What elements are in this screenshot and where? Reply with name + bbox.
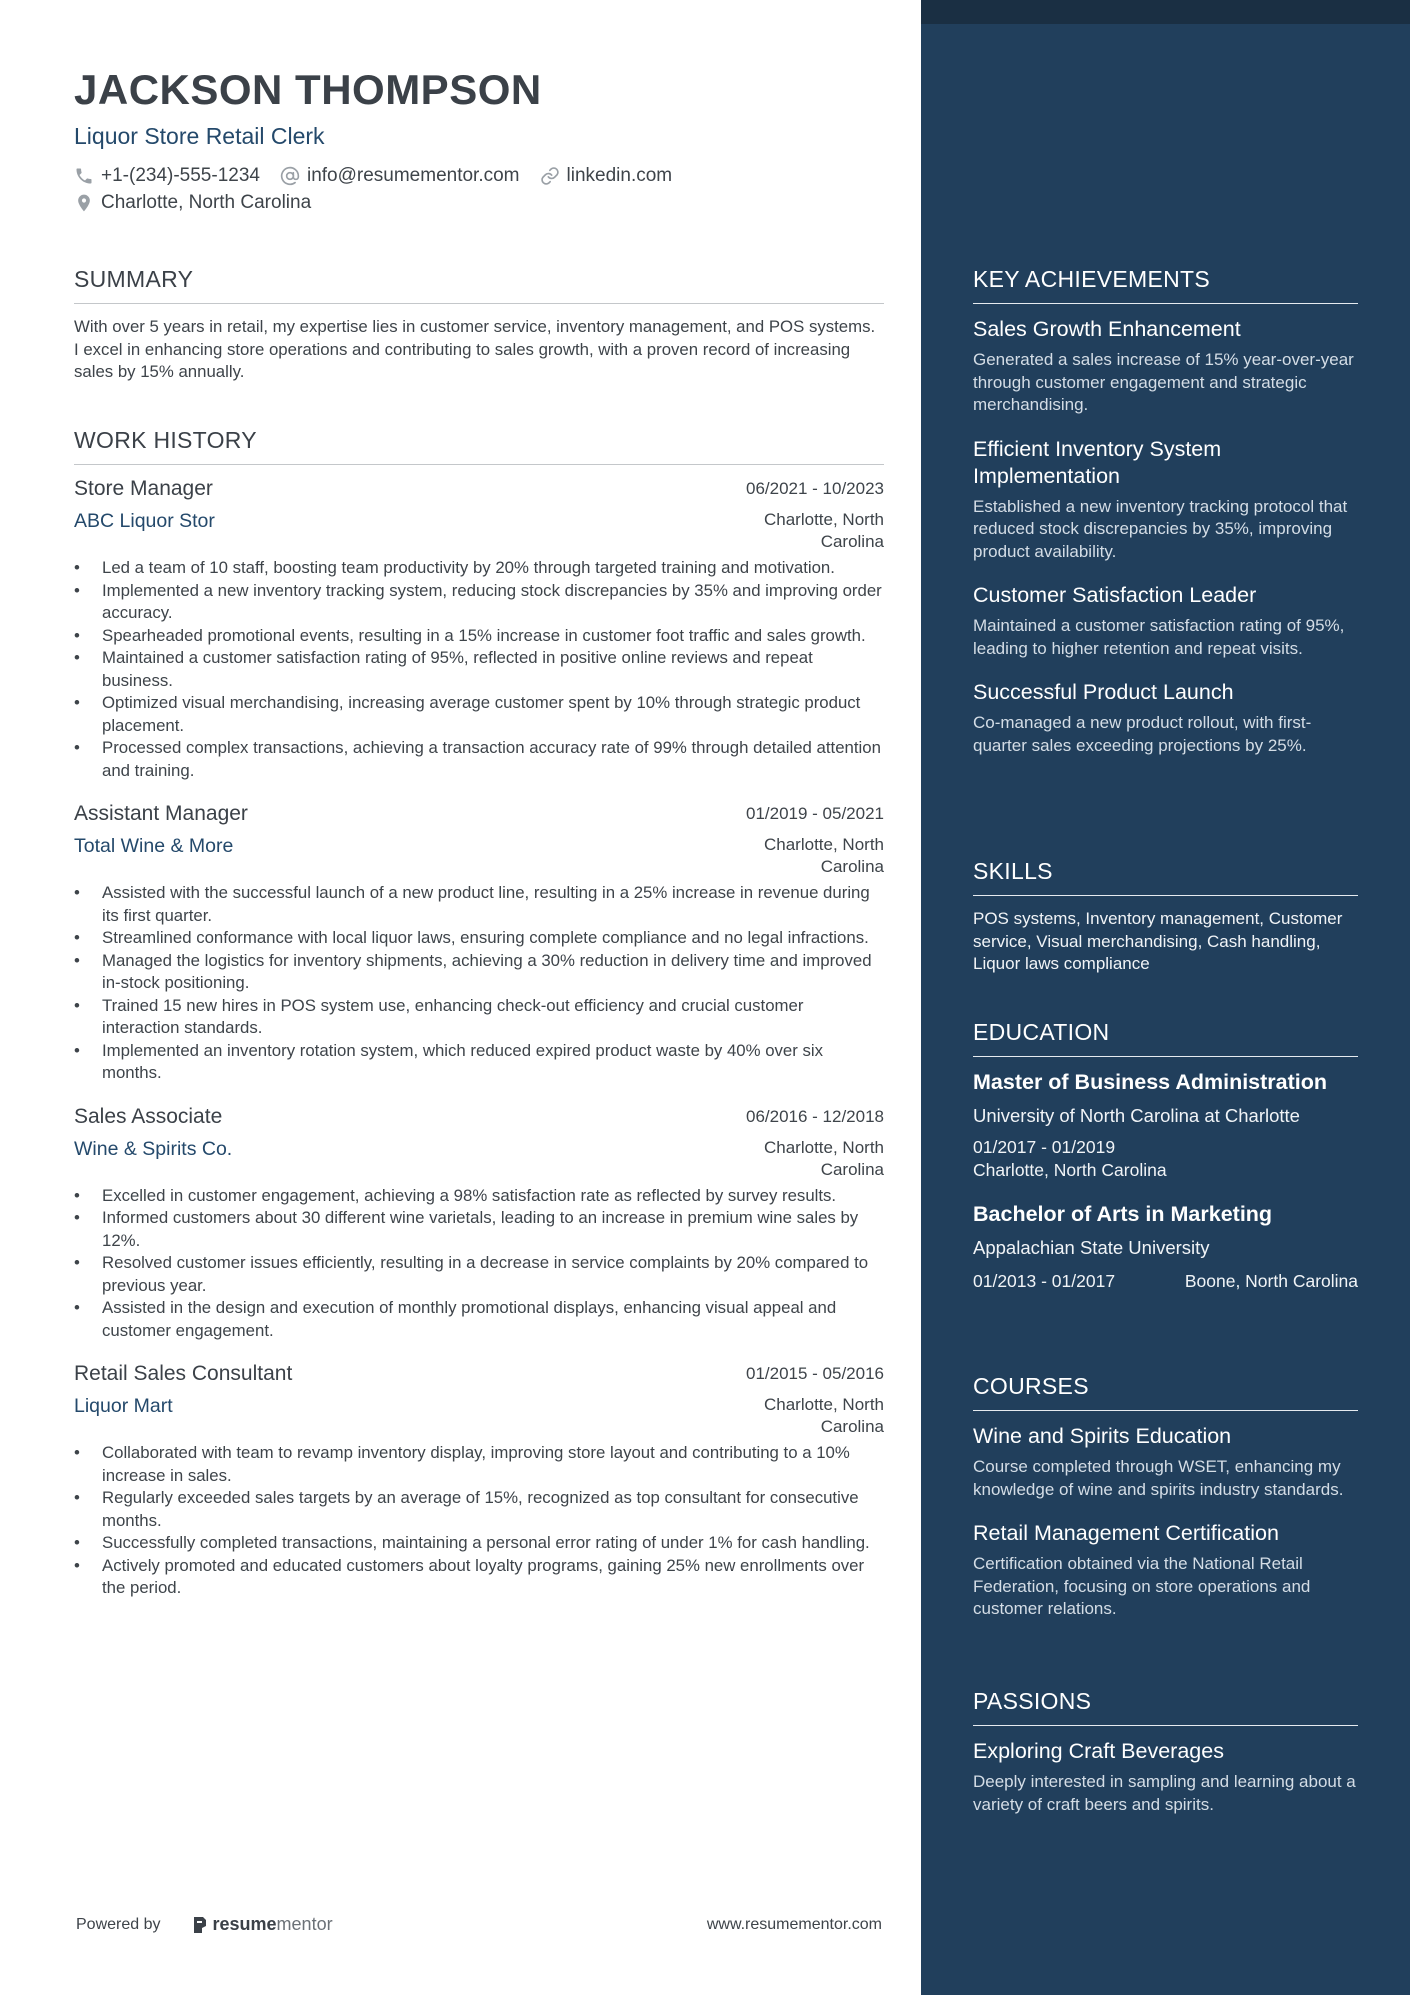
job-bullets <box>74 557 884 782</box>
sidebar-top-band <box>921 0 1410 24</box>
job-bullet: • Implemented a new inventory tracking system, reducing stock discrepancies by 35% and improving order accuracy. <box>74 580 884 625</box>
education-school: Appalachian State University <box>973 1237 1210 1258</box>
job-role: Retail Sales Consultant <box>74 1362 293 1385</box>
courses-section <box>973 1372 1358 1621</box>
job-bullet: • Informed customers about 30 different wine varietals, leading to an increase in premium wine sales by 12%. <box>74 1207 884 1252</box>
job-company: Total Wine & More <box>74 835 234 857</box>
resume-header <box>74 64 884 215</box>
course-title: Retail Management Certification <box>973 1521 1279 1545</box>
education-location: Charlotte, North Carolina <box>973 1160 1167 1180</box>
job-subheader <box>74 834 884 878</box>
education-degree: Bachelor of Arts in Marketing <box>973 1202 1273 1226</box>
education-heading: EDUCATION <box>973 1018 1358 1057</box>
page-footer <box>76 1914 882 1935</box>
job-dates: 06/2021 - 10/2023 <box>745 479 884 498</box>
job-entry <box>74 801 884 1085</box>
location-text: Charlotte, North Carolina <box>101 192 312 213</box>
achievement-title: Sales Growth Enhancement <box>973 317 1241 341</box>
email-link[interactable]: info@resumementor.com <box>306 165 520 186</box>
job-location: Charlotte, North Carolina <box>764 510 884 551</box>
sidebar <box>921 0 1410 1995</box>
contact-linkedin[interactable] <box>540 164 673 188</box>
job-bullet: • Led a team of 10 staff, boosting team productivity by 20% through targeted training and motivation. <box>74 557 884 580</box>
job-bullet: • Managed the logistics for inventory shipments, achieving a 30% reduction in delivery time and improved in-stock positioning. <box>74 950 884 995</box>
location-row <box>74 191 884 215</box>
job-subheader <box>74 1394 884 1438</box>
job-entry <box>74 476 884 782</box>
education-meta-row <box>973 1270 1358 1293</box>
job-entry <box>74 1104 884 1343</box>
job-bullets <box>74 1185 884 1343</box>
brand-light: mentor <box>276 1914 333 1934</box>
achievement-desc: Generated a sales increase of 15% year-over-year through customer engagement and strategic merchandising. <box>973 350 1354 414</box>
contact-location <box>74 191 311 215</box>
education-dates: 01/2013 - 01/2017 <box>973 1271 1116 1291</box>
map-pin-icon <box>74 193 94 213</box>
job-bullet: • Implemented an inventory rotation system, which reduced expired product waste by 40% over six months. <box>74 1040 884 1085</box>
passion-desc: Deeply interested in sampling and learning about a variety of craft beers and spirits. <box>973 1772 1356 1814</box>
passions-section <box>973 1687 1358 1816</box>
course-title: Wine and Spirits Education <box>973 1424 1232 1448</box>
job-company: ABC Liquor Stor <box>74 510 215 532</box>
education-school: University of North Carolina at Charlotte <box>973 1105 1300 1126</box>
phone-icon <box>74 166 94 186</box>
job-bullet: • Streamlined conformance with local liquor laws, ensuring complete compliance and no legal infractions. <box>74 927 884 950</box>
work-history-section <box>74 426 884 1600</box>
job-bullet: • Maintained a customer satisfaction rating of 95%, reflected in positive online reviews and repeat business. <box>74 647 884 692</box>
skills-list: POS systems, Inventory management, Customer service, Visual merchandising, Cash handling, Liquor laws compliance <box>973 909 1343 973</box>
achievement-desc: Co-managed a new product rollout, with first-quarter sales exceeding projections by 25%. <box>973 713 1312 755</box>
at-sign-icon <box>280 166 300 186</box>
job-bullet: • Spearheaded promotional events, resulting in a 15% increase in customer foot traffic and sales growth. <box>74 625 884 648</box>
achievements-section <box>973 265 1358 757</box>
job-role: Assistant Manager <box>74 802 248 825</box>
job-bullet: • Optimized visual merchandising, increasing average customer spent by 10% through strategic product placement. <box>74 692 884 737</box>
job-location: Charlotte, North Carolina <box>764 1395 884 1436</box>
link-icon <box>540 166 560 186</box>
linkedin-link[interactable]: linkedin.com <box>566 165 673 186</box>
job-subheader <box>74 1137 884 1181</box>
education-degree: Master of Business Administration <box>973 1070 1328 1094</box>
job-dates: 01/2019 - 05/2021 <box>745 804 884 823</box>
brand-logo[interactable] <box>191 1914 333 1935</box>
contact-phone <box>74 164 260 188</box>
education-dates: 01/2017 - 01/2019 <box>973 1137 1116 1157</box>
job-role: Store Manager <box>74 477 213 500</box>
achievement-title: Customer Satisfaction Leader <box>973 583 1257 607</box>
job-header <box>74 1361 884 1387</box>
job-bullet: • Trained 15 new hires in POS system use, enhancing check-out efficiency and crucial customer interaction standards. <box>74 995 884 1040</box>
job-bullet: • Collaborated with team to revamp inventory display, improving store layout and contributing to a 10% increase in sales. <box>74 1442 884 1487</box>
work-history-heading: WORK HISTORY <box>74 426 884 465</box>
job-location: Charlotte, North Carolina <box>764 1137 884 1179</box>
job-bullet: • Assisted in the design and execution of monthly promotional displays, enhancing visual appeal and customer engagement. <box>74 1297 884 1342</box>
job-bullets <box>74 1442 884 1600</box>
job-subheader <box>74 509 884 553</box>
achievement-desc: Maintained a customer satisfaction rating of 95%, leading to higher retention and repeat visits. <box>973 616 1345 658</box>
job-entry <box>74 1361 884 1600</box>
contact-email[interactable] <box>280 164 520 188</box>
job-header <box>74 1104 884 1130</box>
job-bullet: • Processed complex transactions, achieving a transaction accuracy rate of 99% through detailed attention and training. <box>74 737 884 782</box>
job-bullet: • Successfully completed transactions, maintaining a personal error rating of under 1% for cash handling. <box>74 1532 884 1555</box>
course-desc: Certification obtained via the National Retail Federation, focusing on store operations and customer relations. <box>973 1554 1311 1618</box>
powered-by-label: Powered by <box>76 1915 161 1933</box>
job-company: Liquor Mart <box>74 1395 173 1417</box>
summary-text: With over 5 years in retail, my expertise lies in customer service, inventory management, and POS systems. I excel in enhancing store operations and contributing to sales growth, with a proven record of increasing sales by 15% annually. <box>74 317 876 381</box>
education-section <box>973 1018 1358 1293</box>
job-bullet: • Resolved customer issues efficiently, resulting in a decrease in service complaints by 20% compared to previous year. <box>74 1252 884 1297</box>
job-bullet: • Excelled in customer engagement, achieving a 98% satisfaction rate as reflected by survey results. <box>74 1185 884 1208</box>
job-header <box>74 801 884 827</box>
job-bullet: • Actively promoted and educated customers about loyalty programs, gaining 25% new enrollments over the period. <box>74 1555 884 1600</box>
job-bullet: • Assisted with the successful launch of a new product line, resulting in a 25% increase in revenue during its first quarter. <box>74 882 884 927</box>
education-location: Boone, North Carolina <box>1184 1271 1358 1291</box>
powered-by <box>76 1914 333 1935</box>
job-role: Sales Associate <box>74 1104 223 1128</box>
job-header <box>74 476 884 502</box>
course-desc: Course completed through WSET, enhancing my knowledge of wine and spirits industry standards. <box>973 1457 1344 1499</box>
skills-section <box>973 857 1358 976</box>
achievement-desc: Established a new inventory tracking protocol that reduced stock discrepancies by 35%, improving product availability. <box>973 496 1348 561</box>
job-location: Charlotte, North Carolina <box>764 835 884 876</box>
website-link[interactable]: www.resumementor.com <box>706 1915 882 1933</box>
phone-text: +1-(234)-555-1234 <box>101 165 260 186</box>
courses-heading: COURSES <box>973 1372 1358 1411</box>
passion-title: Exploring Craft Beverages <box>973 1739 1224 1763</box>
achievements-heading: KEY ACHIEVEMENTS <box>973 265 1358 304</box>
skills-heading: SKILLS <box>973 857 1358 896</box>
job-company: Wine & Spirits Co. <box>74 1137 233 1160</box>
candidate-title: Liquor Store Retail Clerk <box>74 123 325 149</box>
summary-section <box>74 265 884 384</box>
job-bullet: • Regularly exceeded sales targets by an average of 15%, recognized as top consultant for consecutive months. <box>74 1487 884 1532</box>
job-bullets <box>74 882 884 1085</box>
passions-heading: PASSIONS <box>973 1687 1358 1726</box>
summary-heading: SUMMARY <box>74 265 884 304</box>
brand-bold: resume <box>212 1914 277 1934</box>
job-dates: 06/2016 - 12/2018 <box>745 1106 884 1126</box>
achievement-title: Successful Product Launch <box>973 680 1234 704</box>
contact-row <box>74 164 884 188</box>
candidate-name: JACKSON THOMPSON <box>74 66 542 113</box>
resumementor-logo-icon <box>191 1915 209 1935</box>
job-dates: 01/2015 - 05/2016 <box>745 1364 884 1383</box>
achievement-title: Efficient Inventory System Implementation <box>973 436 1222 488</box>
